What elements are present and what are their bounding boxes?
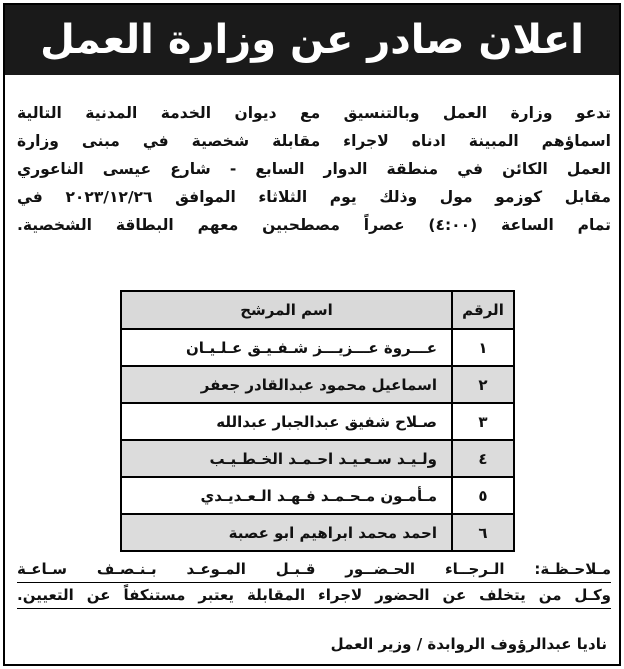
table-row	[121, 403, 514, 440]
candidate-name: عـــروة عـــزيـــز شـفـيـق عـلـيـان	[121, 329, 452, 366]
candidate-name: احمد محمد ابراهيم ابو عصبة	[121, 514, 452, 551]
column-header-name: اسم المرشح	[121, 291, 452, 329]
table-row	[121, 329, 514, 366]
note-line: وكـل من يتخلف عن الحضور لاجراء المقابلة يعتبر مستنكفاً عن التعيين.	[17, 583, 611, 609]
body-line: العمل الكائن في منطقة الدوار السابع - شارع عيسى الناعوري	[17, 160, 611, 178]
body-line: تدعو وزارة العمل وبالتنسيق مع ديوان الخدمة المدنية التالية	[17, 104, 611, 122]
body-line: مقابل كوزمو مول وذلك يوم الثلاثاء الموافق ٢٠٢٣/١٢/٢٦ في	[17, 188, 611, 206]
candidate-name: مـأمـون مـحـمـد فـهـد الـعـديـدي	[121, 477, 452, 514]
table-row	[121, 366, 514, 403]
candidates-table	[120, 290, 515, 552]
table-row	[121, 440, 514, 477]
body-line: اسماؤهم المبينة ادناه لاجراء مقابلة شخصية في مبنى وزارة	[17, 132, 611, 150]
column-header-number: الرقم	[452, 291, 514, 329]
row-number: ٤	[452, 440, 514, 477]
row-number: ٣	[452, 403, 514, 440]
announcement-title: اعلان صادر عن وزارة العمل	[5, 5, 619, 75]
row-number: ٦	[452, 514, 514, 551]
note-block	[17, 557, 611, 609]
row-number: ٢	[452, 366, 514, 403]
candidate-name: ولـيـد سـعـيـد احـمـد الخـطـيـب	[121, 440, 452, 477]
announcement-body	[17, 99, 611, 239]
body-line: تمام الساعة (٤:٠٠) عصراً مصطحبين معهم البطاقة الشخصية.	[17, 216, 611, 234]
table-row	[121, 477, 514, 514]
row-number: ١	[452, 329, 514, 366]
row-number: ٥	[452, 477, 514, 514]
table-header-row	[121, 291, 514, 329]
table-row	[121, 514, 514, 551]
announcement-frame	[3, 3, 621, 666]
signature: ناديا عبدالرؤوف الروابدة / وزير العمل	[330, 635, 607, 653]
candidate-name: اسماعيل محمود عبدالقادر جعفر	[121, 366, 452, 403]
candidate-name: صـلاح شفيق عبدالجبار عبدالله	[121, 403, 452, 440]
note-line: مـلاحـظـة: الـرجــاء الحـضــور قـبـل المـوعـد بـنـصـف سـاعـة	[17, 557, 611, 583]
